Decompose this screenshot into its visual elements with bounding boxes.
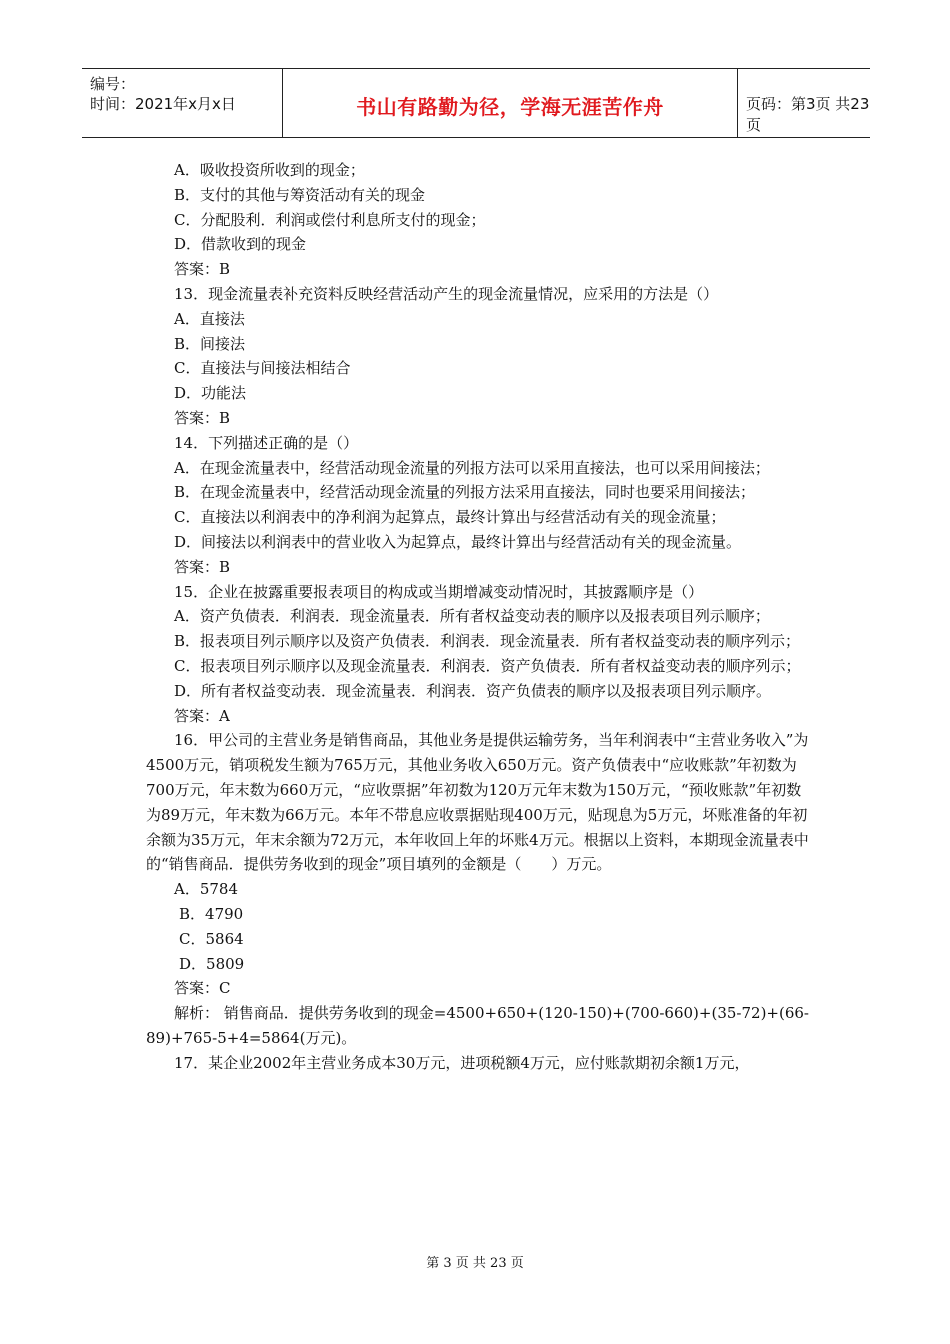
content-paragraph: A．直接法 <box>174 309 245 328</box>
document-date-label: 时间：2021年x月x日 <box>90 95 236 113</box>
content-paragraph: C．分配股利．利润或偿付利息所支付的现金； <box>174 210 486 229</box>
content-paragraph: 14．下列描述正确的是（） <box>174 433 359 452</box>
header-page-label: 页码：第3页 共23页 <box>746 95 870 134</box>
content-paragraph: B．在现金流量表中，经营活动现金流量的列报方法采用直接法，同时也要采用间接法； <box>174 483 756 502</box>
content-paragraph: D．所有者权益变动表．现金流量表．利润表．资产负债表的顺序以及报表项目列示顺序。 <box>174 681 772 700</box>
content-paragraph: 17．某企业2002年主营业务成本30万元，进项税额4万元，应付账款期初余额1万元， <box>174 1053 750 1072</box>
content-paragraph: 答案：B <box>174 408 231 427</box>
page-header <box>82 68 870 138</box>
content-paragraph: D．5809 <box>179 954 245 973</box>
content-paragraph: A．5784 <box>174 880 239 899</box>
content-paragraph: B．支付的其他与筹资活动有关的现金 <box>174 185 426 204</box>
content-paragraph: D．功能法 <box>174 384 247 403</box>
content-paragraph: C．直接法与间接法相结合 <box>174 359 351 378</box>
content-paragraph: B．报表项目列示顺序以及资产负债表．利润表．现金流量表．所有者权益变动表的顺序列示； <box>174 632 801 651</box>
document-number-label: 编号： <box>90 75 136 93</box>
header-motto-cell <box>282 69 738 137</box>
header-info-cell <box>82 69 282 137</box>
content-paragraph: B．4790 <box>179 904 244 923</box>
content-paragraph: 答案：B <box>174 260 231 279</box>
content-paragraph: 16．甲公司的主营业务是销售商品，其他业务是提供运输劳务，当年利润表中“主营业务收入”为4500万元，销项税发生额为765万元，其他业务收入650万元。资产负债表中“应收账款”年初数为700万元，年末数为660万元，“应收票据”年初数为120万元年末数为150万元，“预收账款”年初数为89万元，年末数为66万元。本年不带息应收票据贴现400万元，贴现息为5万元，坏账准备的年初余额为35万元，年末余额为72万元，本年收回上年的坏账4万元。根据以上资料，本期现金流量表中的“销售商品．提供劳务收到的现金”项目填列的金额是（ ）万元。 <box>146 731 809 874</box>
content-paragraph: D．间接法以利润表中的营业收入为起算点，最终计算出与经营活动有关的现金流量。 <box>174 532 742 551</box>
content-paragraph: A．资产负债表．利润表．现金流量表．所有者权益变动表的顺序以及报表项目列示顺序； <box>174 607 770 626</box>
content-paragraph: 答案：C <box>174 979 231 998</box>
content-paragraph: 15．企业在披露重要报表项目的构成或当期增减变动情况时，其披露顺序是（） <box>174 582 704 601</box>
page-footer: 第 3 页 共 23 页 <box>426 1256 524 1271</box>
document-body <box>146 158 814 1075</box>
content-paragraph: D．借款收到的现金 <box>174 235 307 254</box>
content-paragraph: A．在现金流量表中，经营活动现金流量的列报方法可以采用直接法，也可以采用间接法； <box>174 458 770 477</box>
content-paragraph: A．吸收投资所收到的现金； <box>174 161 365 179</box>
content-paragraph: C．5864 <box>179 929 244 948</box>
content-paragraph: B．间接法 <box>174 334 246 353</box>
header-motto: 书山有路勤为径，学海无涯苦作舟 <box>356 95 664 119</box>
content-paragraph: 答案：B <box>174 557 231 576</box>
content-paragraph: 答案：A <box>174 706 230 725</box>
content-paragraph: C．直接法以利润表中的净利润为起算点，最终计算出与经营活动有关的现金流量； <box>174 508 726 527</box>
content-paragraph: 13．现金流量表补充资料反映经营活动产生的现金流量情况，应采用的方法是（） <box>174 284 719 303</box>
content-paragraph: C．报表项目列示顺序以及现金流量表．利润表．资产负债表．所有者权益变动表的顺序列示； <box>174 656 801 675</box>
content-paragraph: 解析： 销售商品．提供劳务收到的现金=4500+650+(120-150)+(700-660)+(35-72)+(66-89)+765-5+4=5864(万元)。 <box>146 1004 810 1047</box>
